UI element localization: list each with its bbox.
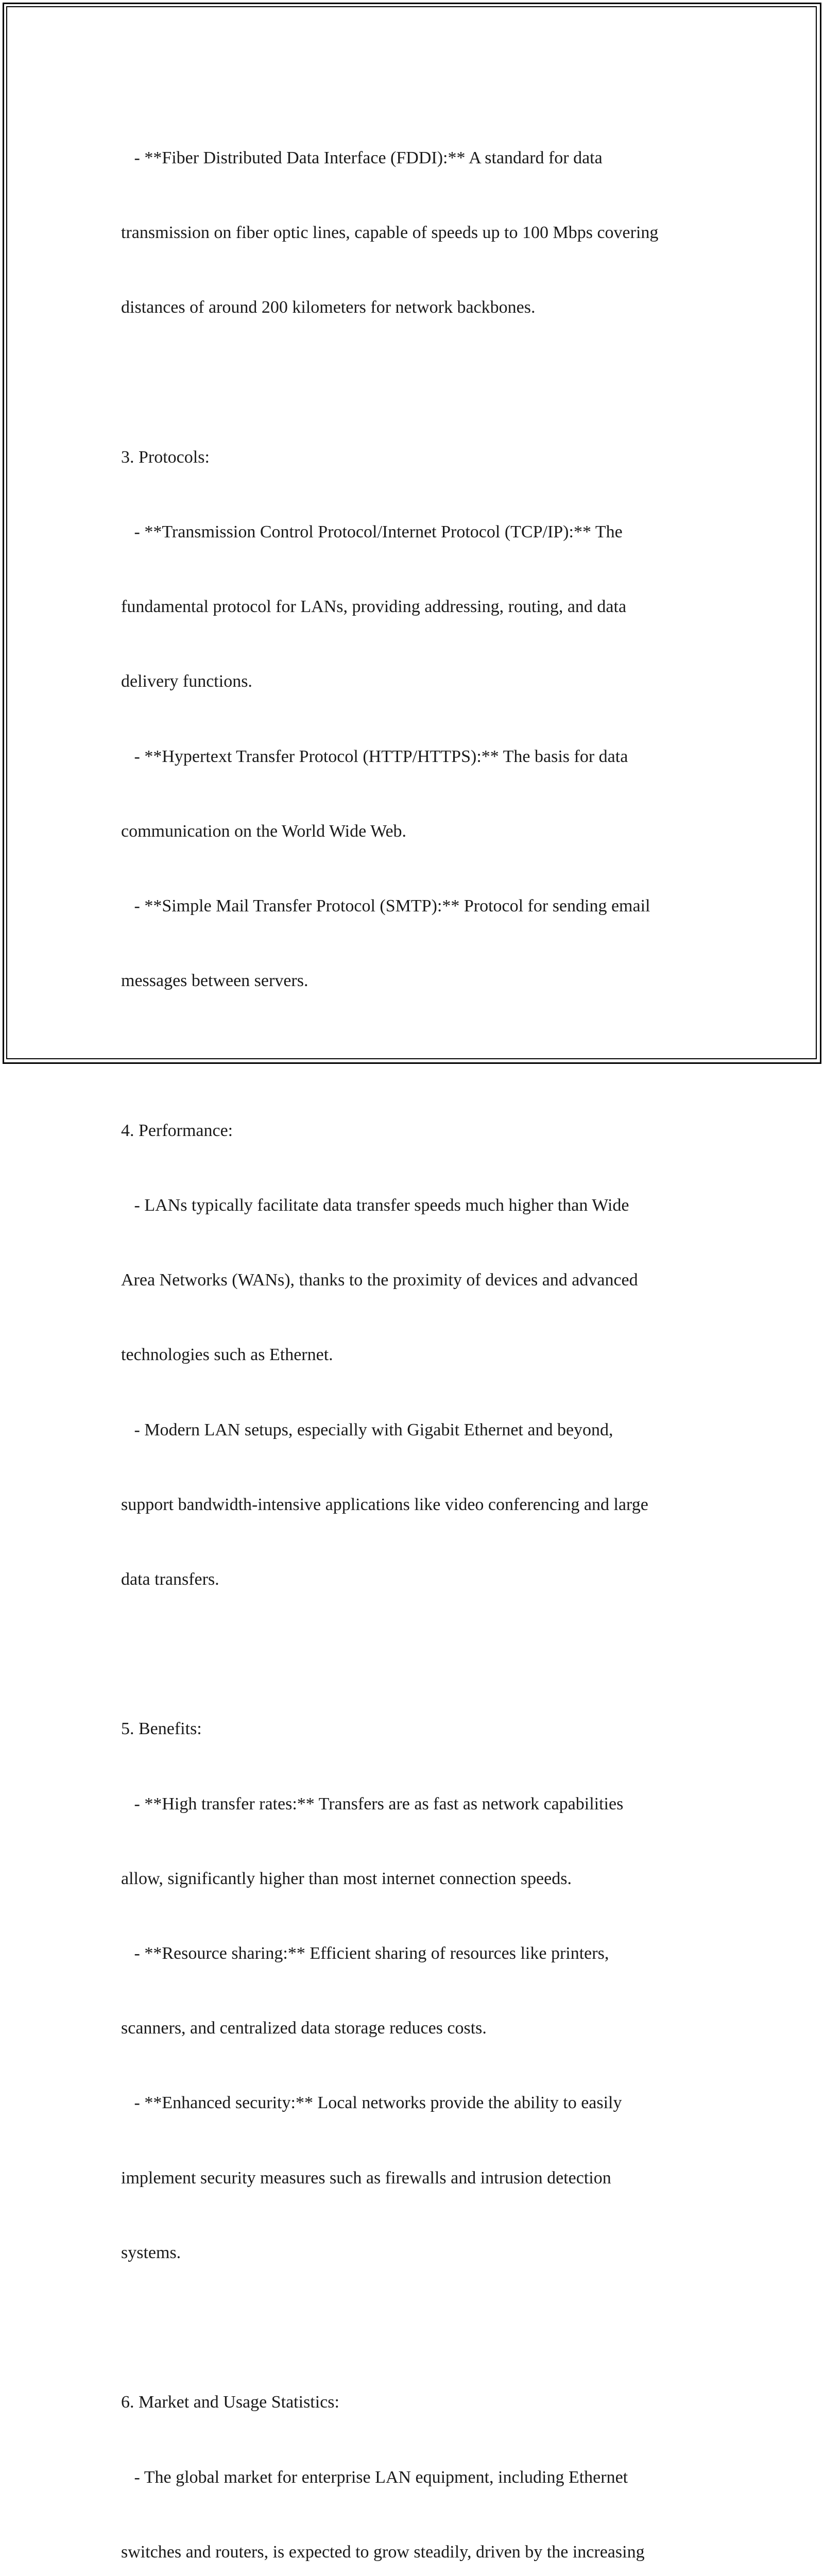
text-line: messages between servers. (121, 971, 308, 991)
section-heading-market: 6. Market and Usage Statistics: (121, 2393, 339, 2412)
text-line: implement security measures such as firewalls and intrusion detection (121, 2168, 611, 2188)
blank-line (121, 2315, 729, 2340)
blank-line (121, 370, 729, 395)
text-line: - **Hypertext Transfer Protocol (HTTP/HTTPS):** The basis for data (121, 747, 628, 766)
text-line: - **High transfer rates:** Transfers are as fast as network capabilities (121, 1794, 624, 1814)
text-line: - **Fiber Distributed Data Interface (FDDI):** A standard for data (121, 148, 603, 167)
text-line: systems. (121, 2243, 181, 2262)
text-line: - The global market for enterprise LAN equipment, including Ethernet (121, 2467, 628, 2487)
text-line: allow, significantly higher than most internet connection speeds. (121, 1869, 572, 1888)
section-heading-protocols: 3. Protocols: (121, 447, 210, 467)
text-line: distances of around 200 kilometers for network backbones. (121, 298, 536, 317)
text-line: - Modern LAN setups, especially with Gigabit Ethernet and beyond, (121, 1420, 613, 1439)
text-line: data transfers. (121, 1569, 219, 1589)
text-line: Area Networks (WANs), thanks to the proximity of devices and advanced (121, 1270, 638, 1290)
text-line: support bandwidth-intensive applications like video conferencing and large (121, 1495, 648, 1514)
text-line: fundamental protocol for LANs, providing addressing, routing, and data (121, 597, 627, 617)
document-body (121, 96, 729, 2576)
text-line: switches and routers, is expected to grow steadily, driven by the increasing (121, 2542, 645, 2562)
text-line: - **Simple Mail Transfer Protocol (SMTP):** Protocol for sending email (121, 896, 650, 916)
text-line: - **Transmission Control Protocol/Internet Protocol (TCP/IP):** The (121, 522, 623, 541)
text-line: scanners, and centralized data storage reduces costs. (121, 2019, 487, 2038)
text-line: transmission on fiber optic lines, capable of speeds up to 100 Mbps covering (121, 223, 659, 243)
section-heading-performance: 4. Performance: (121, 1121, 233, 1140)
text-line: - LANs typically facilitate data transfer speeds much higher than Wide (121, 1195, 629, 1215)
blank-line (121, 1642, 729, 1667)
section-heading-benefits: 5. Benefits: (121, 1719, 202, 1739)
text-line: technologies such as Ethernet. (121, 1345, 333, 1365)
text-line: - **Resource sharing:** Efficient sharing of resources like printers, (121, 1944, 609, 1963)
text-line: - **Enhanced security:** Local networks provide the ability to easily (121, 2093, 622, 2113)
blank-line (121, 1043, 729, 1068)
text-line: delivery functions. (121, 672, 252, 691)
text-line: communication on the World Wide Web. (121, 821, 407, 841)
